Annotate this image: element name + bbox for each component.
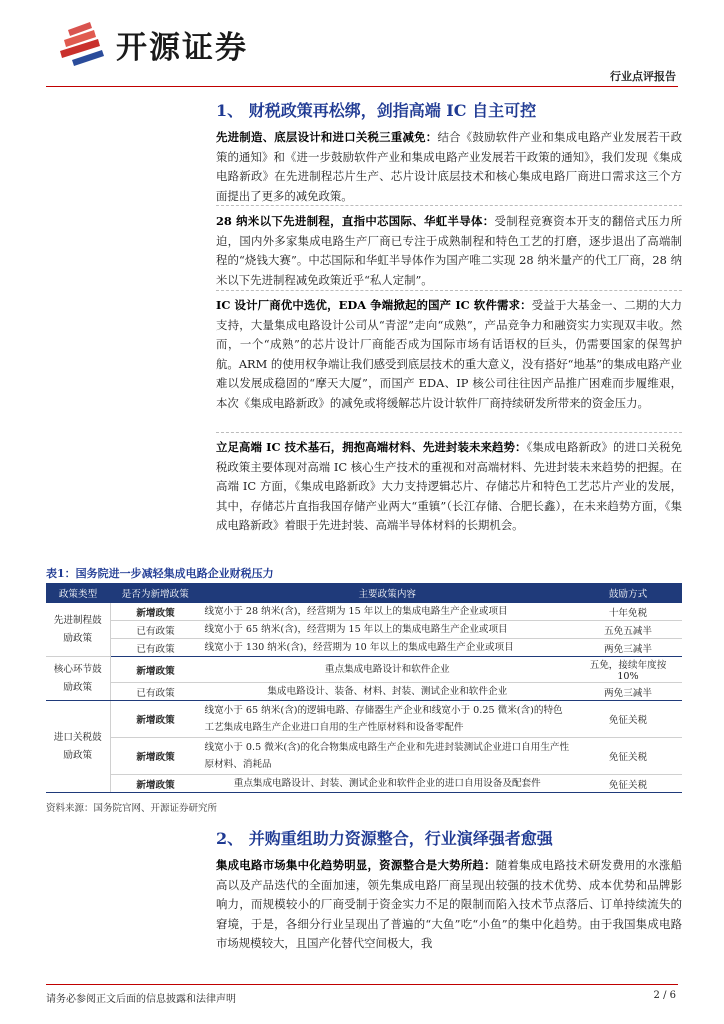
policy-content-cell: 线宽小于 65 纳米(含)的逻辑电路、存储器生产企业和线宽小于 0.25 微米(含)的特色工艺集成电路生产企业进口自用的生产性原材料和设备零配件 xyxy=(201,701,575,738)
page-number: 2 / 6 xyxy=(653,990,676,1001)
paragraph-divider xyxy=(216,432,682,433)
policy-content-cell: 线宽小于 130 纳米(含)，经营期为 10 年以上的集成电路生产企业或项目 xyxy=(201,639,575,657)
section-1-paragraph-4 xyxy=(216,438,682,536)
table-row xyxy=(46,738,682,775)
table-caption: 表1：国务院进一步减轻集成电路企业财税压力 xyxy=(46,567,274,580)
is-new-cell: 新增政策 xyxy=(110,603,201,621)
column-header: 是否为新增政策 xyxy=(110,583,201,603)
policy-table xyxy=(46,583,682,793)
section-2-title: 2、 并购重组助力资源整合，行业演绎强者愈强 xyxy=(216,829,553,848)
section-1-paragraph-3 xyxy=(216,296,682,413)
policy-content-cell: 线宽小于 28 纳米(含)，经营期为 15 年以上的集成电路生产企业或项目 xyxy=(201,603,575,621)
paragraph-divider xyxy=(216,290,682,291)
brand-logo xyxy=(58,20,278,66)
table-row xyxy=(46,775,682,793)
brand-logo-icon xyxy=(58,20,110,66)
policy-content-cell: 线宽小于 65 纳米(含)，经营期为 15 年以上的集成电路生产企业或项目 xyxy=(201,621,575,639)
section-2-paragraph-1 xyxy=(216,856,682,954)
incentive-method-cell: 两免三减半 xyxy=(574,639,682,657)
incentive-method-cell: 五免，接续年度按 10% xyxy=(574,657,682,683)
is-new-cell: 已有政策 xyxy=(110,683,201,701)
paragraph-body: 受益于大基金一、二期的大力支持，大量集成电路设计公司从“青涩”走向“成熟”，产品竞争力和融资实力实现双丰收。然而，一个“成熟”的芯片设计厂商能否成为国际市场有话语权的巨头，仍需要国家的保驾护航。ARM 的使用权争端让我们感受到底层技术的重大意义，没有搭好“地基”的集成电路产业难以发展成稳固的“摩天大厦”，而国产 EDA、IP 核公司往往因产品推广困难而步履维艰，本次《集成电路新政》的减免或将缓解芯片设计软件厂商持续研发所带来的资金压力。 xyxy=(216,298,682,410)
section-1-paragraph-2 xyxy=(216,212,682,290)
policy-content-cell: 重点集成电路设计、封装、测试企业和软件企业的进口自用设备及配套件 xyxy=(201,775,575,793)
paragraph-lead: 28 纳米以下先进制程，直指中芯国际、华虹半导体： xyxy=(216,214,495,228)
is-new-cell: 已有政策 xyxy=(110,639,201,657)
policy-content-cell: 集成电路设计、装备、材料、封装、测试企业和软件企业 xyxy=(201,683,575,701)
paragraph-body: 受制程竞赛资本开支的翻倍式压力所迫，国内外多家集成电路生产厂商已专注于成熟制程和特色工艺的打磨，逐步退出了高端制程的“烧钱大赛”。中芯国际和华虹半导体作为国产唯二实现 28 纳米量产的代工厂商，28 纳米以下先进制程减免政策近乎“私人定制”。 xyxy=(216,214,682,287)
footer-divider xyxy=(46,984,678,985)
report-type-label: 行业点评报告 xyxy=(610,70,676,83)
column-header: 主要政策内容 xyxy=(201,583,575,603)
is-new-cell: 新增政策 xyxy=(110,775,201,793)
incentive-method-cell: 十年免税 xyxy=(574,603,682,621)
incentive-method-cell: 免征关税 xyxy=(574,775,682,793)
section-1-title: 1、 财税政策再松绑，剑指高端 IC 自主可控 xyxy=(216,101,537,120)
policy-category: 核心环节鼓励政策 xyxy=(46,657,110,701)
paragraph-lead: 先进制造、底层设计和进口关税三重减免： xyxy=(216,130,438,144)
table-row xyxy=(46,701,682,738)
table-row xyxy=(46,683,682,701)
incentive-method-cell: 免征关税 xyxy=(574,738,682,775)
policy-content-cell: 重点集成电路设计和软件企业 xyxy=(201,657,575,683)
table-row xyxy=(46,639,682,657)
paragraph-body: 随着集成电路技术研发费用的水涨船高以及产品迭代的全面加速，领先集成电路厂商呈现出较强的技术优势、成本优势和品牌影响力，而规模较小的厂商受制于资金实力不足的限制而陷入技术节点落后、订单持续流失的窘境，于是，各细分行业呈现出了普遍的“大鱼”吃“小鱼”的集中化趋势。由于我国集成电路市场规模较大，且国产化替代空间极大，我 xyxy=(216,858,682,950)
incentive-method-cell: 五免五减半 xyxy=(574,621,682,639)
table-row xyxy=(46,657,682,683)
page-header xyxy=(0,0,724,83)
brand-name: 开源证券 xyxy=(116,30,248,66)
table-source-note: 资料来源：国务院官网、开源证券研究所 xyxy=(46,803,218,814)
paragraph-body: 《集成电路新政》的进口关税免税政策主要体现对高端 IC 核心生产技术的重视和对高端材料、先进封装未来趋势的把握。在高端 IC 方面，《集成电路新政》大力支持逻辑芯片、存储芯片和特色工艺芯片产业的发展，其中，存储芯片直指我国存储产业两大“重镇”（长江存储、合肥长鑫），在未来趋势方面，《集成电路新政》着眼于先进封装、高端半导体材料的长期机会。 xyxy=(216,440,682,532)
header-divider xyxy=(46,86,678,87)
paragraph-lead: 立足高端 IC 技术基石，拥抱高端材料、先进封装未来趋势： xyxy=(216,440,527,454)
policy-content-cell: 线宽小于 0.5 微米(含)的化合物集成电路生产企业和先进封装测试企业进口自用生产性原材料、消耗品 xyxy=(201,738,575,775)
footer-disclaimer: 请务必参阅正文后面的信息披露和法律声明 xyxy=(46,994,236,1005)
policy-category: 先进制程鼓励政策 xyxy=(46,603,110,657)
is-new-cell: 已有政策 xyxy=(110,621,201,639)
column-header: 鼓励方式 xyxy=(574,583,682,603)
is-new-cell: 新增政策 xyxy=(110,738,201,775)
column-header: 政策类型 xyxy=(46,583,110,603)
incentive-method-cell: 免征关税 xyxy=(574,701,682,738)
table-row xyxy=(46,603,682,621)
paragraph-body: 结合《鼓励软件产业和集成电路产业发展若干政策的通知》和《进一步鼓励软件产业和集成电路产业发展若干政策的通知》，我们发现《集成电路新政》在先进制程芯片生产、芯片设计底层技术和核心集成电路厂商进口需求这三个方面提出了更多的减免政策。 xyxy=(216,130,682,203)
table-row xyxy=(46,621,682,639)
section-1-paragraph-1 xyxy=(216,128,682,206)
is-new-cell: 新增政策 xyxy=(110,657,201,683)
policy-category: 进口关税鼓励政策 xyxy=(46,701,110,793)
incentive-method-cell: 两免三减半 xyxy=(574,683,682,701)
paragraph-lead: IC 设计厂商优中选优，EDA 争端掀起的国产 IC 软件需求： xyxy=(216,298,532,312)
table-header-row xyxy=(46,583,682,603)
paragraph-lead: 集成电路市场集中化趋势明显，资源整合是大势所趋： xyxy=(216,858,496,872)
is-new-cell: 新增政策 xyxy=(110,701,201,738)
paragraph-divider xyxy=(216,205,682,206)
